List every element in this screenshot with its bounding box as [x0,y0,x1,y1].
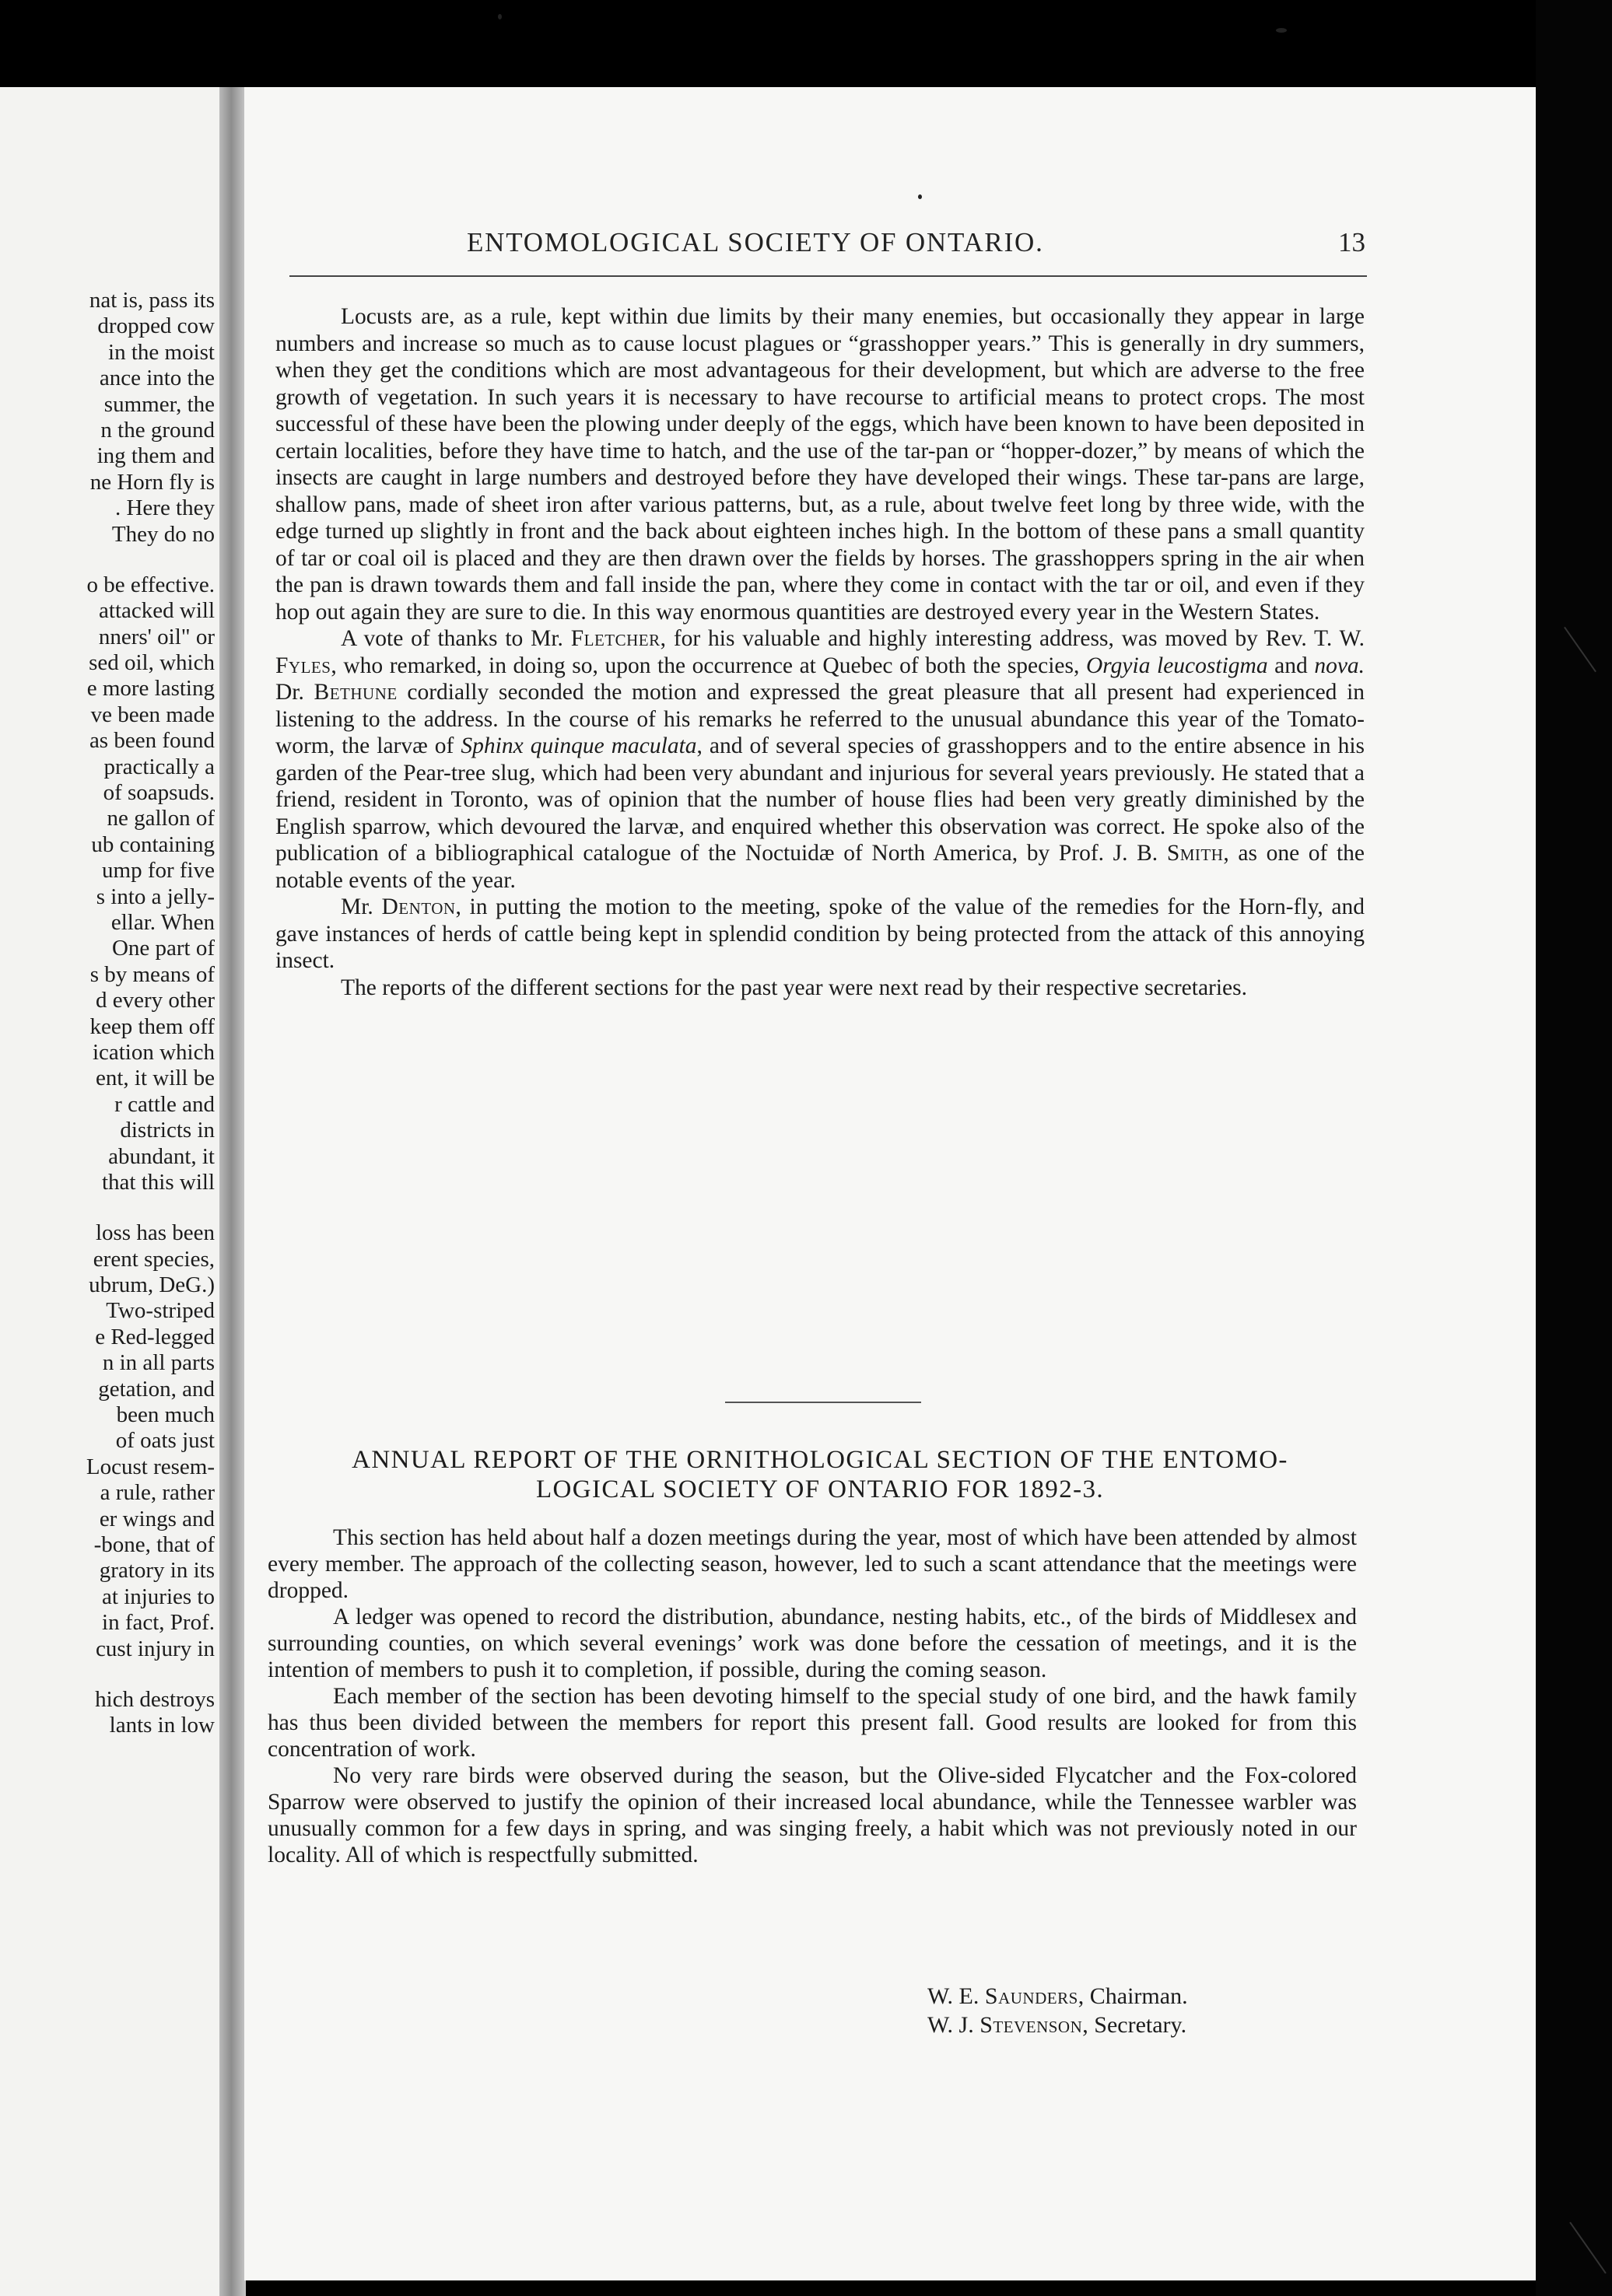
left-page-line: nners' oil" or [98,624,215,649]
left-page-line: keep them off [89,1013,215,1039]
section-divider [725,1402,921,1403]
left-page-line: ication which [92,1039,215,1065]
book-gutter [219,87,246,2296]
person-name: Fyles [275,653,331,678]
signature-chairman: W. E. Saunders, Chairman. [927,1983,1188,2009]
left-page-line: cust injury in [95,1636,215,1661]
left-page-line: as been found [89,728,215,754]
left-page-line: ing them and [96,443,215,469]
left-page-line: ellar. When [110,909,215,935]
report-body [268,1524,1357,1868]
left-page-line: practically a [103,754,215,779]
main-text [275,303,1365,1001]
left-page-line: districts in [120,1118,215,1143]
scan-speck [498,14,502,19]
left-page-line: loss has been [95,1220,215,1246]
left-page-line: n in all parts [102,1350,215,1376]
person-name: Bethune [314,680,398,705]
signature-block [927,1982,1188,2039]
left-page-line: ve been made [90,702,215,727]
left-page-line: One part of [111,936,215,961]
left-page-line: summer, the [103,391,215,417]
left-page-line: gratory in its [99,1558,215,1584]
left-facing-page [0,87,226,2296]
left-page-line: ubrum, DeG.) [89,1272,215,1298]
left-page-line: d every other [96,988,215,1013]
scan-speck [918,194,922,199]
scan-speck [1276,28,1287,33]
left-page-line: e Red-legged [95,1324,215,1349]
person-name: Fletcher [570,626,661,651]
left-page-line: s into a jelly- [96,884,215,909]
paragraph-locusts: Locusts are, as a rule, kept within due limits by their many enemies, but occasionally they appear in large numbers and increase so much as to cause locust plagues or “grasshopper years.” This is generally in dry summers, when they get the conditions which are most advantageous for their development, but which are adverse to the free growth of vegetation. In such years it is necessary to have recourse to artificial means to protect crops. The most successful of these have been the plowing under deeply of the eggs, which have been known to have been deposited in certain localities, before they have time to hatch, and the use of the tar-pan or “hopper-dozer,” by means of which the insects are caught in large numbers and destroyed before they have developed their wings. These tar-pans are large, shallow pans, made of sheet iron after various patterns, but, as a rule, about twelve feet long by three wide, with the edge turned up slightly in front and the back about eighteen inches high. In the bottom of these pans a small quantity of tar or coal oil is placed and they are then drawn over the fields by horses. The grasshoppers spring in the air when the pan is drawn towards them and fall inside the pan, where they come in contact with the tar or oil, and even if they hop out again they are sure to die. In this way enormous quantities are destroyed every year in the Western States. [275,304,1365,625]
left-page-line: -bone, that of [93,1531,215,1557]
report-paragraph: This section has held about half a dozen meetings during the year, most of which have been attended by almost every member. The approach of the collecting season, however, led to such a scant attendance that the meetings were dropped. [268,1525,1357,1603]
left-page-line: that this will [102,1169,215,1195]
left-page-line: ump for five [102,858,215,884]
left-page-line: sed oil, which [89,650,215,676]
left-page-line: erent species, [93,1246,215,1272]
left-page-line: of oats just [115,1428,215,1454]
left-page-line [0,548,215,572]
scan-border [1536,0,1612,2296]
left-page-line: n the ground [100,417,215,443]
left-page-text-column [0,288,215,1739]
signature-secretary: W. J. Stevenson, Secretary. [927,2012,1187,2038]
running-title: ENTOMOLOGICAL SOCIETY OF ONTARIO. [467,227,1044,257]
species-name: Sphinx quinque maculata [461,733,697,758]
page-number: 13 [1338,227,1365,257]
left-page-line: er wings and [99,1506,215,1531]
left-page-line: r cattle and [114,1091,215,1117]
left-page-line: been much [116,1402,215,1428]
left-page-line: ent, it will be [95,1066,215,1091]
left-page-line: e more lasting [86,676,215,702]
left-page-line: ub containing [91,831,215,857]
report-paragraph: A ledger was opened to record the distribution, abundance, nesting habits, etc., of the birds of Middlesex and surrounding counties, on which several evenings’ work was done before the cessation of meetings, and it is the intention of members to push it to completion, if possible, during the coming season. [268,1605,1357,1682]
left-page-line: a rule, rather [100,1480,215,1506]
left-page-line: hich destroys [95,1686,215,1712]
left-page-line: Locust resem- [86,1454,215,1479]
left-page-line: attacked will [99,598,215,624]
report-paragraph: Each member of the section has been devoting himself to the special study of one bird, and the hawk family has thus been divided between the members for report this present fall. Good results are looked for from this concentration of work. [268,1684,1357,1762]
left-page-line: ance into the [99,366,215,391]
person-name: Smith [1166,841,1224,866]
left-page-line: o be effective. [86,572,215,597]
left-page-line: ne Horn fly is [89,469,215,495]
person-name: Denton [381,894,456,919]
left-page-line: of soapsuds. [103,780,215,806]
species-name: nova. [1314,653,1365,678]
left-page-line: . Here they [114,495,215,521]
paragraph-vote-of-thanks: A vote of thanks to Mr. Fletcher, for his valuable and highly interesting address, was moved by Rev. T. W. Fyles, who remarked, in doing so, upon the occurrence at Quebec of both the species, Orgyia leucostigma and nova. Dr. Bethune cordially seconded the motion and expressed the great pleasure that all present had experienced in listening to the address. In the course of his remarks he referred to the unusual abundance this year of the Tomato-worm, the larvæ of Sphinx quinque maculata, and of several species of grasshoppers and to the entire absence in his garden of the Pear-tree slug, which had been very abundant and injurious for several years previously. He stated that a friend, resident in Toronto, was of opinion that the number of house flies had been very greatly diminished by the English sparrow, which devoured the larvæ, and enquired whether this observation was correct. He spoke also of the publication of a bibliographical catalogue of the Noctuidæ of North America, by Prof. J. B. Smith, as one of the notable events of the year. [275,626,1365,893]
left-page-line: in the moist [108,339,215,365]
species-name: Orgyia leucostigma [1085,653,1268,678]
left-page-line: in fact, Prof. [102,1610,215,1636]
left-page-line: lants in low [109,1713,215,1738]
header-rule [289,275,1367,277]
report-title: ANNUAL REPORT OF THE ORNITHOLOGICAL SECTION OF THE ENTOMO- LOGICAL SOCIETY OF ONTARIO FOR 1892-3. [352,1446,1288,1503]
left-page-line: dropped cow [97,313,215,339]
left-page-line: abundant, it [108,1143,215,1169]
left-page-line: They do no [111,521,215,547]
left-page-line [0,1662,215,1687]
left-page-line: ne gallon of [107,806,215,831]
left-page-line: at injuries to [102,1584,215,1609]
left-page-line: s by means of [89,961,215,987]
left-page-line [0,1195,215,1220]
left-page-line: getation, and [98,1376,215,1402]
left-page-line: nat is, pass its [89,288,215,313]
paragraph-denton: Mr. Denton, in putting the motion to the meeting, spoke of the value of the remedies for the Horn-fly, and gave instances of herds of cattle being kept in splendid condition by being protected from the attack of this annoying insect. [275,894,1365,973]
report-paragraph: No very rare birds were observed during the season, but the Olive-sided Flycatcher and the Fox-colored Sparrow were observed to justify the opinion of their increased local abundance, while the Tennessee warbler was unusually common for a few days in spring, and was singing freely, a habit which was not previously noted in our locality. All of which is respectfully submitted. [268,1763,1357,1867]
paragraph-reports: The reports of the different sections for the past year were next read by their respective secretaries. [341,975,1248,1000]
left-page-line: Two-striped [106,1298,215,1324]
